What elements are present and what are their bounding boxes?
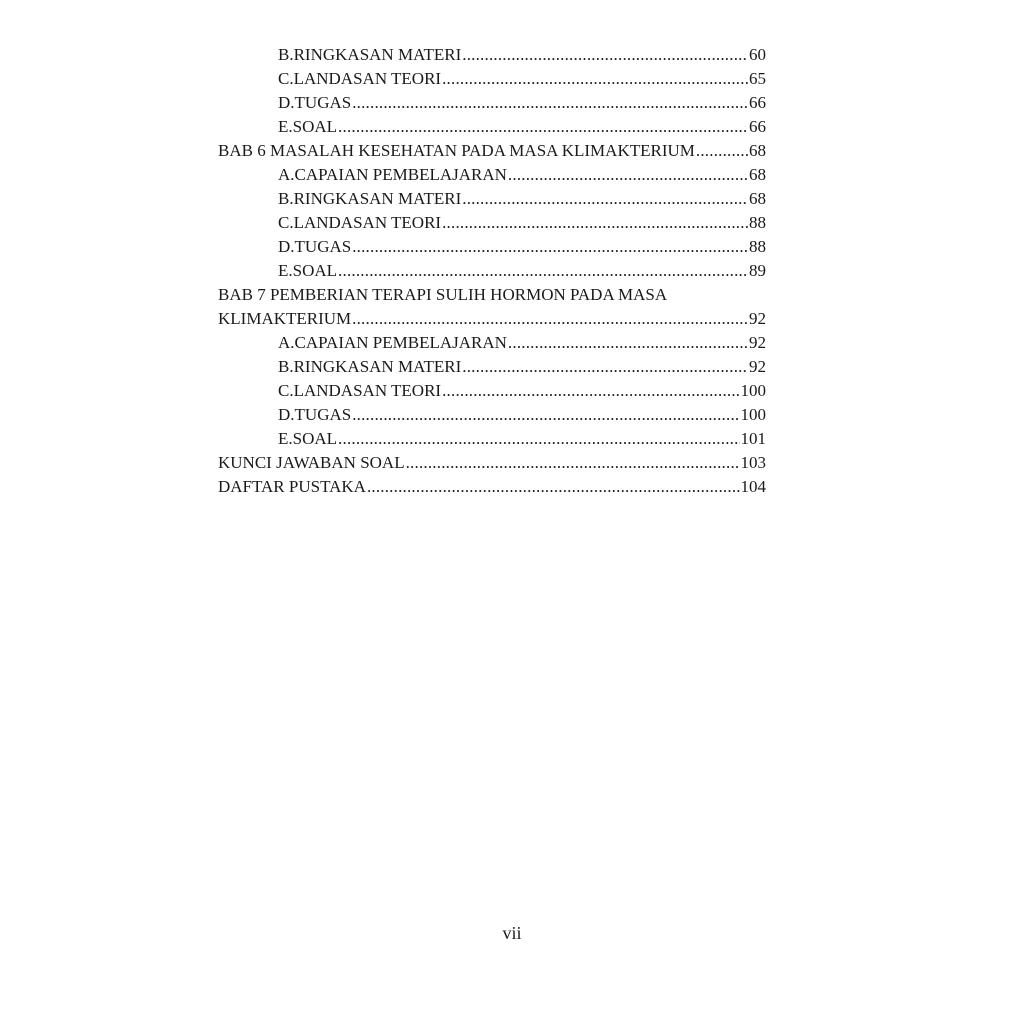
toc-entry-page: 92 [748, 331, 766, 355]
toc-entry-letter: E. [278, 117, 293, 136]
toc-dot-leader [406, 451, 740, 475]
toc-entry-title: SOAL [293, 115, 338, 139]
toc-entry-title: BAB 7 PEMBERIAN TERAPI SULIH HORMON PADA MASA [218, 283, 668, 307]
toc-entry[interactable] [218, 139, 766, 163]
toc-subentry[interactable] [218, 211, 766, 235]
toc-subentry[interactable] [218, 187, 766, 211]
toc-entry-line [278, 43, 766, 67]
toc-entry-page: 104 [740, 475, 767, 499]
toc-entry-page: 100 [740, 403, 767, 427]
toc-entry[interactable] [218, 283, 766, 307]
toc-subentry[interactable] [218, 91, 766, 115]
toc-entry-letter: D. [278, 93, 295, 112]
toc-entry-line [278, 91, 766, 115]
toc-subentry[interactable] [218, 331, 766, 355]
toc-entry-line [278, 235, 766, 259]
toc-entry-title: SOAL [293, 259, 338, 283]
toc-entry-letter: C. [278, 381, 294, 400]
toc-dot-leader [338, 259, 748, 283]
toc-subentry[interactable] [218, 355, 766, 379]
toc-dot-leader [352, 307, 748, 331]
toc-entry-page: 60 [748, 43, 766, 67]
toc-entry-page: 100 [740, 379, 767, 403]
toc-entry-page: 68 [748, 139, 766, 163]
toc-entry-line [278, 187, 766, 211]
toc-entry[interactable] [218, 307, 766, 331]
toc-dot-leader [338, 115, 748, 139]
toc-subentry[interactable] [218, 235, 766, 259]
toc-entry-letter: C. [278, 213, 294, 232]
toc-entry-line [218, 139, 766, 163]
toc-entry-title: TUGAS [295, 91, 353, 115]
toc-dot-leader [442, 379, 739, 403]
toc-entry-line [218, 307, 766, 331]
toc-entry-title: DAFTAR PUSTAKA [218, 475, 367, 499]
toc-entry-title: TUGAS [295, 235, 353, 259]
toc-entry-line [278, 211, 766, 235]
toc-entry-title: LANDASAN TEORI [294, 211, 443, 235]
table-of-contents [218, 43, 766, 499]
toc-entry-letter: A. [278, 165, 295, 184]
toc-dot-leader [462, 43, 748, 67]
toc-subentry[interactable] [218, 427, 766, 451]
toc-dot-leader [338, 427, 739, 451]
toc-dot-leader [442, 67, 748, 91]
toc-entry[interactable] [218, 475, 766, 499]
toc-entry-line [218, 451, 766, 475]
toc-entry-line [278, 427, 766, 451]
toc-dot-leader [367, 475, 740, 499]
toc-dot-leader [352, 91, 748, 115]
toc-entry-line [278, 163, 766, 187]
toc-entry-letter: B. [278, 189, 294, 208]
toc-dot-leader [462, 187, 748, 211]
toc-entry[interactable] [218, 451, 766, 475]
toc-entry-line [278, 379, 766, 403]
toc-entry-page: 89 [748, 259, 766, 283]
toc-dot-leader [508, 163, 748, 187]
toc-subentry[interactable] [218, 403, 766, 427]
toc-dot-leader [442, 211, 748, 235]
toc-entry-page: 66 [748, 115, 766, 139]
toc-entry-page: 66 [748, 91, 766, 115]
toc-entry-title: LANDASAN TEORI [294, 67, 443, 91]
toc-dot-leader [696, 139, 748, 163]
toc-entry-title: RINGKASAN MATERI [294, 187, 463, 211]
toc-entry-letter: B. [278, 357, 294, 376]
toc-entry-page: 103 [740, 451, 767, 475]
toc-entry-page: 88 [748, 235, 766, 259]
toc-dot-leader [508, 331, 748, 355]
toc-entry-title: KLIMAKTERIUM [218, 307, 352, 331]
toc-entry-page: 88 [748, 211, 766, 235]
toc-entry-letter: E. [278, 429, 293, 448]
toc-dot-leader [352, 235, 748, 259]
toc-dot-leader [352, 403, 739, 427]
toc-entry-line [278, 403, 766, 427]
toc-entry-page: 92 [748, 307, 766, 331]
toc-entry-page: 68 [748, 163, 766, 187]
toc-entry-page: 65 [748, 67, 766, 91]
toc-subentry[interactable] [218, 67, 766, 91]
toc-entry-letter: E. [278, 261, 293, 280]
toc-entry-line [278, 115, 766, 139]
toc-entry-line [218, 283, 766, 307]
toc-entry-title: CAPAIAN PEMBELAJARAN [295, 331, 508, 355]
toc-subentry[interactable] [218, 379, 766, 403]
toc-entry-title: SOAL [293, 427, 338, 451]
toc-entry-title: LANDASAN TEORI [294, 379, 443, 403]
toc-entry-page: 92 [748, 355, 766, 379]
toc-entry-line [278, 331, 766, 355]
toc-subentry[interactable] [218, 43, 766, 67]
toc-dot-leader [462, 355, 748, 379]
toc-entry-letter: C. [278, 69, 294, 88]
toc-entry-title: RINGKASAN MATERI [294, 43, 463, 67]
toc-subentry[interactable] [218, 163, 766, 187]
toc-entry-title: CAPAIAN PEMBELAJARAN [295, 163, 508, 187]
toc-entry-page: 68 [748, 187, 766, 211]
toc-entry-title: BAB 6 MASALAH KESEHATAN PADA MASA KLIMAKTERIUM [218, 139, 696, 163]
toc-entry-line [218, 475, 766, 499]
toc-entry-letter: D. [278, 405, 295, 424]
toc-entry-line [278, 355, 766, 379]
toc-entry-title: KUNCI JAWABAN SOAL [218, 451, 406, 475]
toc-subentry[interactable] [218, 259, 766, 283]
toc-entry-line [278, 259, 766, 283]
toc-entry-letter: B. [278, 45, 294, 64]
toc-entry-line [278, 67, 766, 91]
toc-subentry[interactable] [218, 115, 766, 139]
toc-entry-title: TUGAS [295, 403, 353, 427]
page-number: vii [502, 923, 522, 943]
toc-entry-title: RINGKASAN MATERI [294, 355, 463, 379]
toc-entry-page: 101 [740, 427, 767, 451]
toc-entry-letter: A. [278, 333, 295, 352]
toc-entry-letter: D. [278, 237, 295, 256]
